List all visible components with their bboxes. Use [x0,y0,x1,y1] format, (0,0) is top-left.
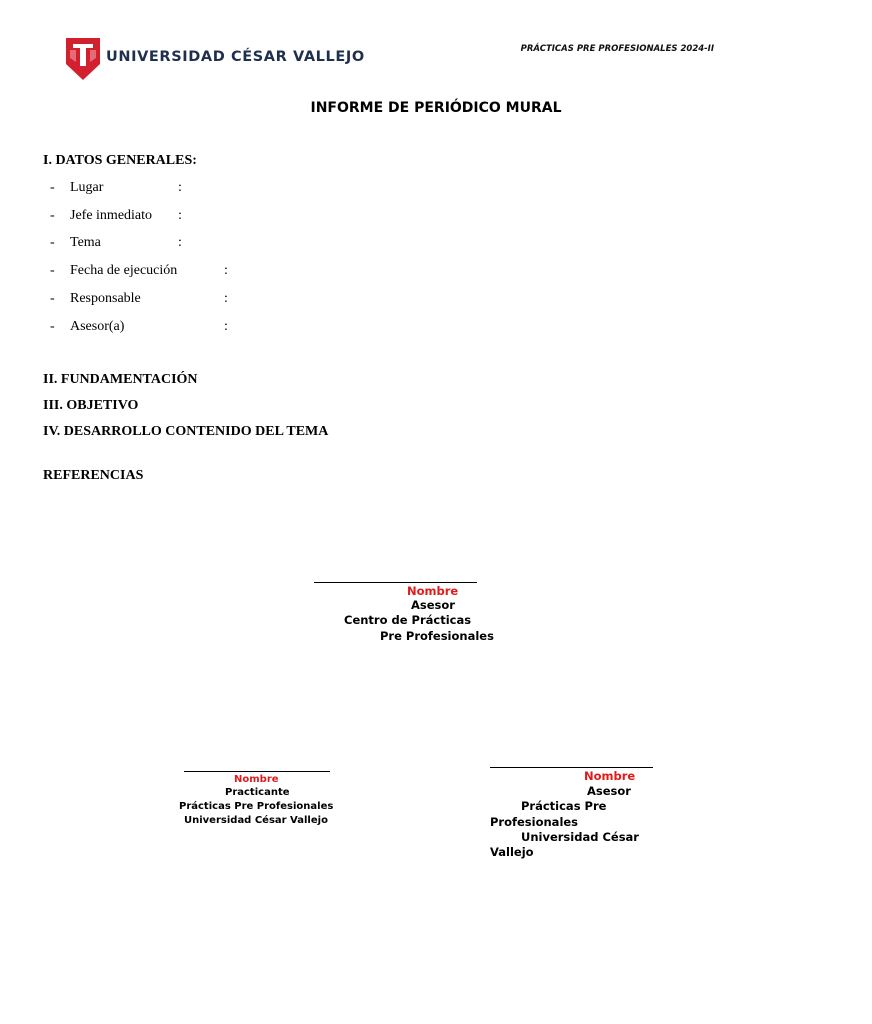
field-separator: : [178,235,182,250]
signature-right-line2b: Vallejo [490,845,534,859]
signature-left-role: Practicante [225,787,290,798]
signature-center-line1: Centro de Prácticas [344,613,472,627]
field-separator: : [224,319,228,334]
desarrollo-heading: IV. DESARROLLO CONTENIDO DEL TEMA [43,424,329,439]
referencias-heading: REFERENCIAS [43,468,144,483]
field-separator: : [224,291,228,306]
field-label: Tema [70,235,101,250]
signature-left-line1: Prácticas Pre Profesionales [179,801,334,812]
field-label: Responsable [70,291,141,306]
signature-right-line1b: Profesionales [490,815,579,829]
bullet-dash: - [50,291,55,306]
field-separator: : [178,180,182,195]
bullet-dash: - [50,319,55,334]
field-separator: : [178,208,182,223]
signature-left-line2: Universidad César Vallejo [184,815,328,826]
field-label: Jefe inmediato [70,208,153,223]
ucv-shield-icon [66,38,100,80]
signature-right-line1a: Prácticas Pre [521,799,607,813]
signature-left-name: Nombre [234,774,279,785]
field-label: Lugar [70,180,104,195]
field-separator: : [224,263,228,278]
bullet-dash: - [50,235,55,250]
bullet-dash: - [50,180,55,195]
university-logo [66,38,365,80]
signature-right-line2a: Universidad César [521,830,639,844]
signature-center-name: Nombre [407,584,459,598]
field-label: Asesor(a) [70,319,125,334]
signature-right-role: Asesor [587,784,631,798]
program-header-label: PRÁCTICAS PRE PROFESIONALES 2024-II [520,44,714,54]
signature-center-role: Asesor [411,598,455,612]
datos-generales-heading: I. DATOS GENERALES: [43,153,197,168]
fundamentacion-heading: II. FUNDAMENTACIÓN [43,372,198,387]
university-name: UNIVERSIDAD CÉSAR VALLEJO [106,49,365,65]
document-title: INFORME DE PERIÓDICO MURAL [310,100,562,116]
signature-line-center [314,582,477,583]
bullet-dash: - [50,208,55,223]
bullet-dash: - [50,263,55,278]
field-label: Fecha de ejecución [70,263,178,278]
objetivo-heading: III. OBJETIVO [43,398,139,413]
signature-right-block [480,765,680,859]
signature-line-left [184,771,330,772]
signature-right-name: Nombre [584,769,636,783]
signature-center-line2: Pre Profesionales [380,629,494,643]
